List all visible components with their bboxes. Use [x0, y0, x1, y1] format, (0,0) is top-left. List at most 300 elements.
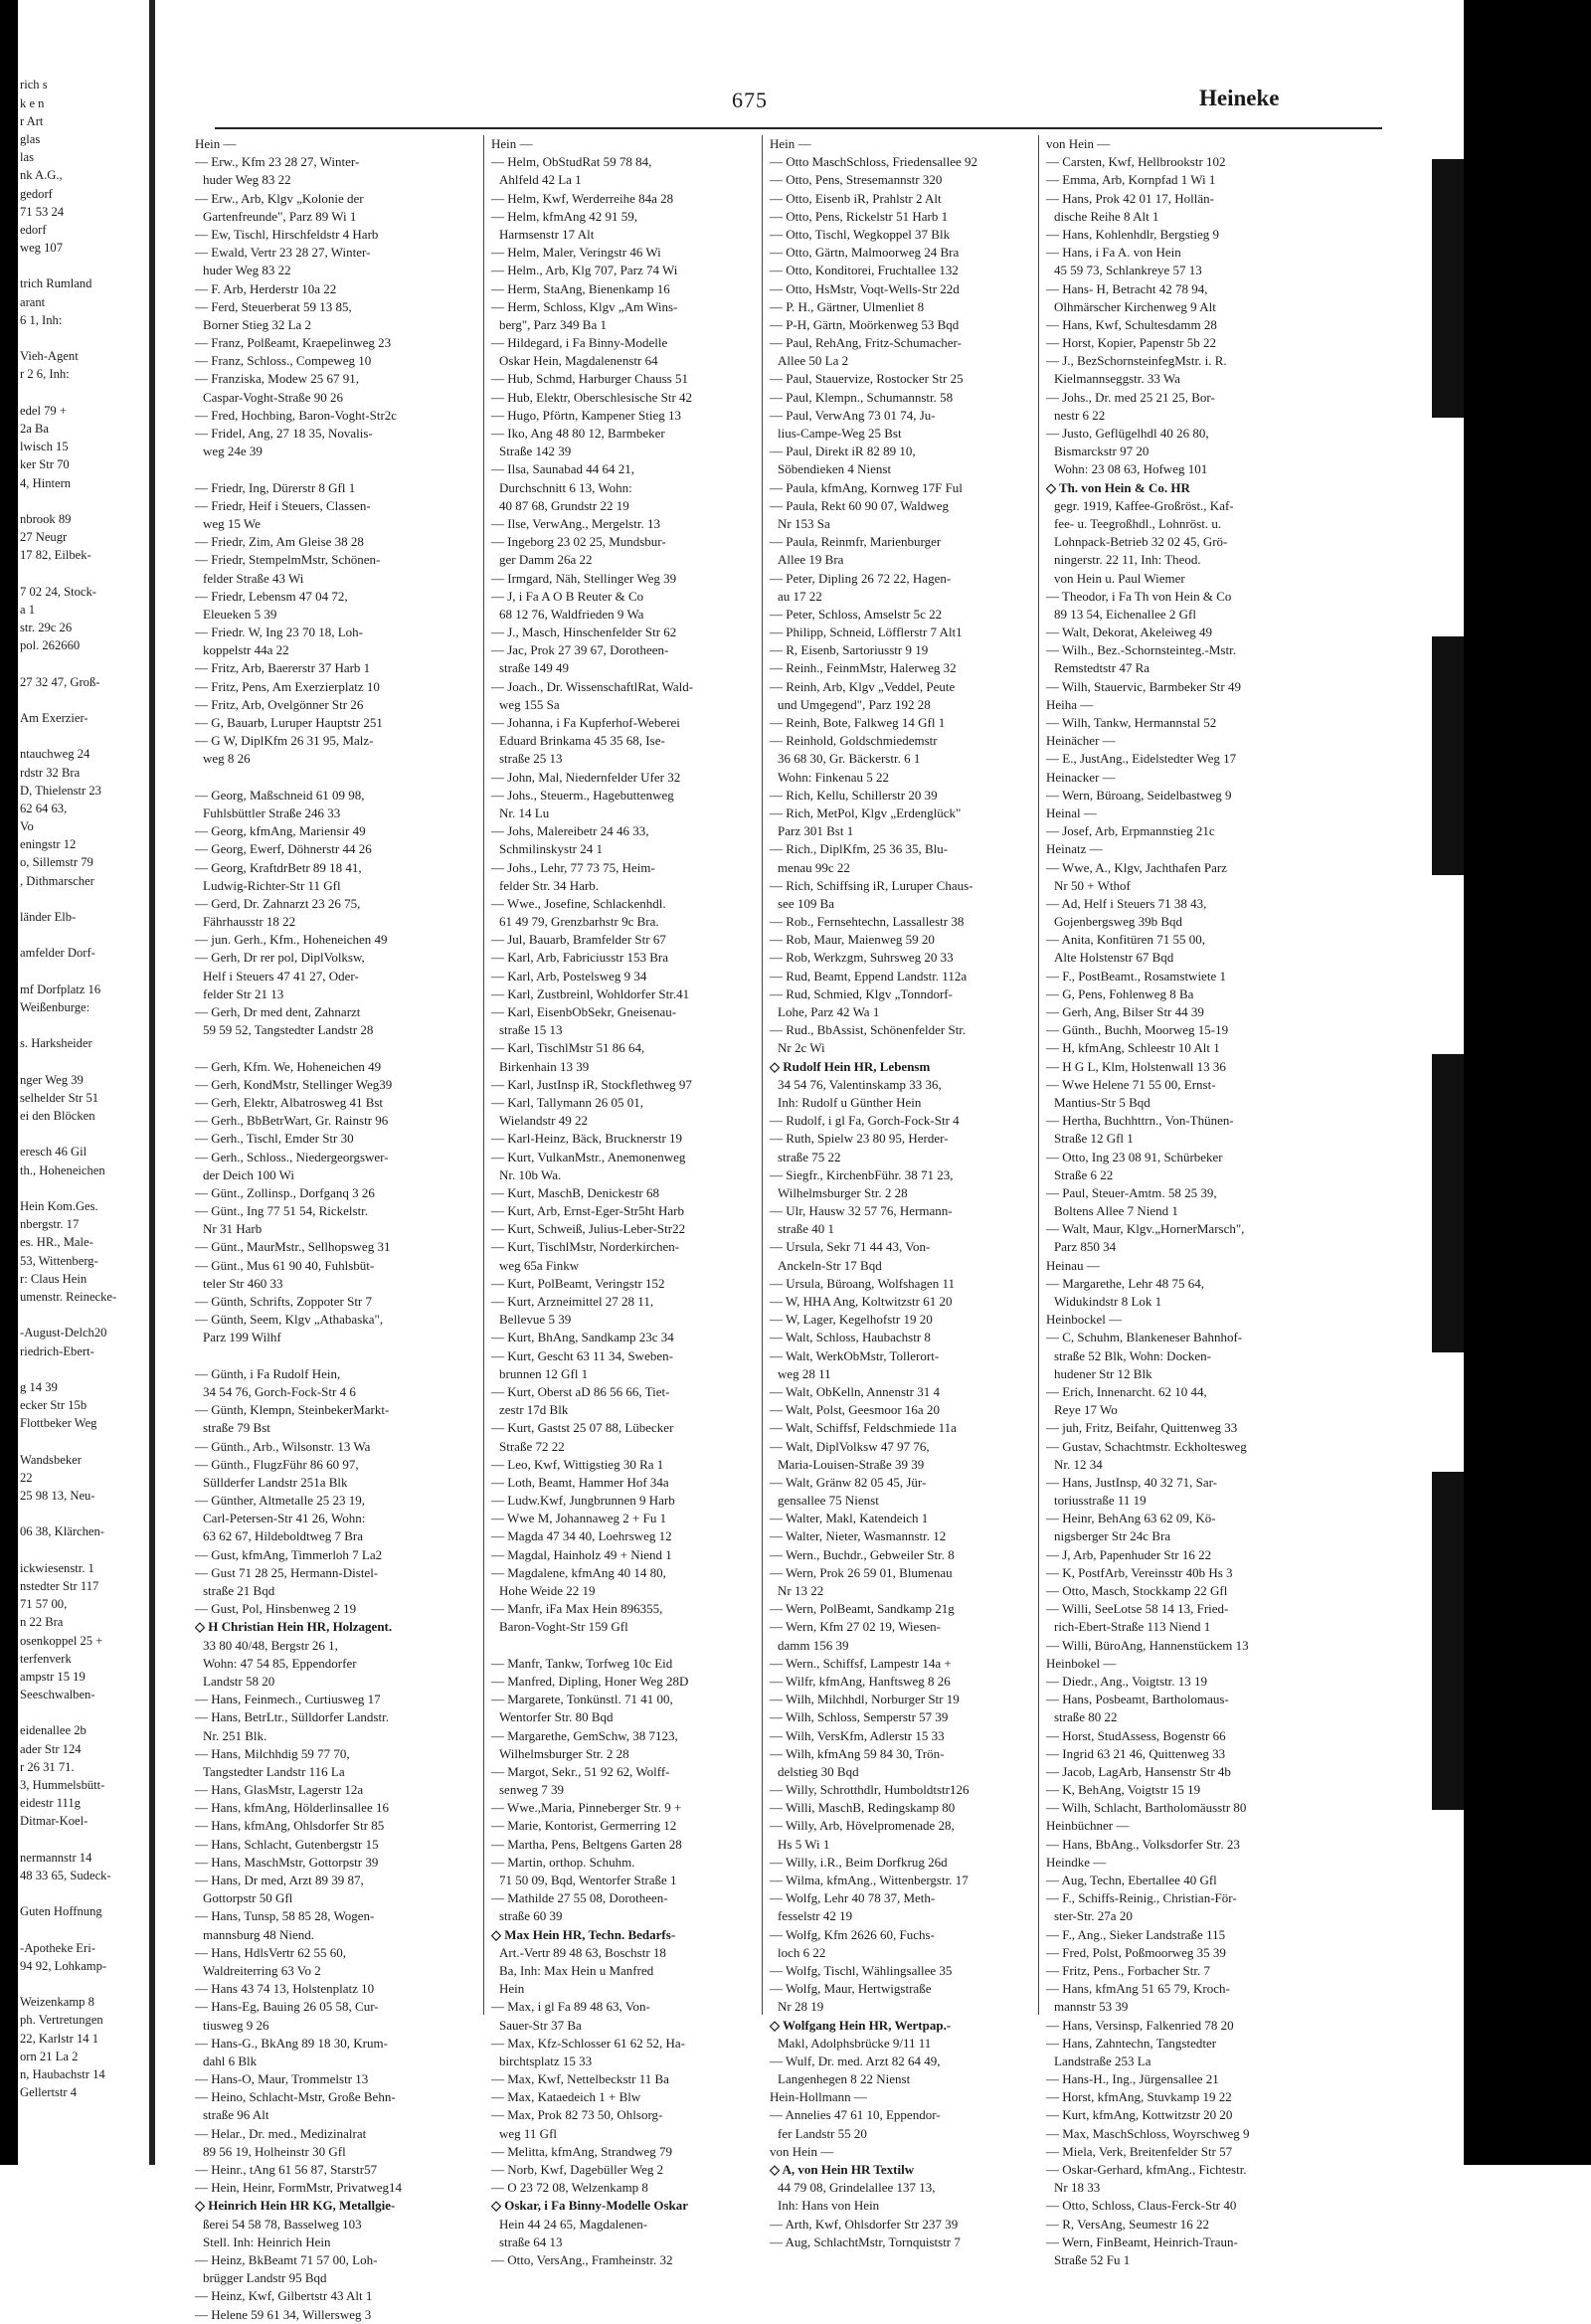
- prev-page-line: 06 38, Klärchen-: [20, 1524, 104, 1539]
- directory-entry-line: huder Weg 83 22: [203, 263, 291, 278]
- directory-entry-line: — Paul, Steuer-Amtm. 58 25 39,: [1046, 1184, 1217, 1200]
- directory-entry-line: — Gerd, Dr. Zahnarzt 23 26 75,: [195, 895, 361, 911]
- prev-page-line: 94 92, Lohkamp-: [20, 1958, 107, 1973]
- prev-page-line: eidenallee 2b: [20, 1723, 87, 1738]
- directory-entry-line: — Kurt, Gescht 63 11 34, Sweben-: [491, 1347, 673, 1363]
- directory-entry-line: Landstr 58 20: [203, 1673, 275, 1689]
- directory-entry-line: — Helm., Arb, Klg 707, Parz 74 Wi: [491, 263, 678, 278]
- directory-entry-line: — Günt., Ing 77 51 54, Rickelstr.: [195, 1203, 369, 1219]
- prev-page-line: n 22 Bra: [20, 1615, 64, 1630]
- directory-entry-line: gensallee 75 Nienst: [778, 1493, 879, 1509]
- directory-entry-line: — Günth., Buchh, Moorweg 15-19: [1046, 1022, 1229, 1038]
- directory-entry-line: — Hans, JustInsp, 40 32 71, Sar-: [1046, 1474, 1217, 1490]
- directory-entry-line: ster-Str. 27a 20: [1054, 1908, 1133, 1924]
- directory-entry-line: — Ruth, Spielw 23 80 95, Herder-: [770, 1131, 949, 1147]
- surname-heading: Heinächer —: [1046, 733, 1116, 749]
- directory-entry-line: Widukindstr 8 Lok 1: [1054, 1294, 1162, 1309]
- directory-entry-line: Baron-Voght-Str 159 Gfl: [499, 1619, 628, 1635]
- prev-page-line: [18, 1541, 149, 1559]
- directory-entry-line: — Walt, Dekorat, Akeleiweg 49: [1046, 625, 1212, 640]
- directory-entry-line: — Aug, SchlachtMstr, Tornquiststr 7: [770, 2234, 961, 2249]
- directory-entry-line: — Kurt, BhAng, Sandkamp 23c 34: [491, 1330, 674, 1345]
- directory-entry-line: — Karl, Tallymann 26 05 01,: [491, 1094, 644, 1110]
- directory-entry-line: — Otto, Tischl, Wegkoppel 37 Blk: [770, 226, 951, 242]
- directory-entry-line: — Hans-H., Ing., Jürgensallee 21: [1046, 2071, 1219, 2087]
- surname-heading: Hein —: [491, 136, 533, 151]
- directory-entry-line: Hein 44 24 65, Magdalenen-: [499, 2216, 648, 2232]
- directory-entry-line: — Hans- H, Betracht 42 78 94,: [1046, 280, 1208, 296]
- surname-heading: von Hein —: [770, 2143, 834, 2159]
- directory-entry-line: — Joach., Dr. WissenschaftlRat, Wald-: [491, 678, 694, 694]
- directory-entry-line: — Melitta, kfmAng, Strandweg 79: [491, 2143, 672, 2159]
- directory-entry-line: — Willy, Arb, Hövelpromenade 28,: [770, 1818, 955, 1834]
- directory-entry-line: — Fritz, Arb, Baererstr 37 Harb 1: [195, 660, 371, 676]
- directory-entry-line: Straße 52 Fu 1: [1054, 2251, 1131, 2267]
- directory-entry-line: — Gerh, Elektr, Albatrosweg 41 Bst: [195, 1094, 384, 1110]
- prev-page-line: 48 33 65, Sudeck-: [20, 1868, 111, 1882]
- directory-entry-line: — Magdal, Hainholz 49 + Niend 1: [491, 1546, 672, 1562]
- directory-entry-line: — Marie, Kontorist, Germerring 12: [491, 1818, 677, 1834]
- directory-entry-line: — Walter, Nieter, Wasmannstr. 12: [770, 1528, 947, 1544]
- directory-entry-line: — Carsten, Kwf, Hellbrookstr 102: [1046, 154, 1226, 170]
- directory-entry-line: — Günth, Seem, Klgv „Athabaska",: [195, 1312, 384, 1328]
- prev-page-line: 71 53 24: [20, 204, 65, 219]
- prev-page-line: Weißenburge:: [20, 999, 90, 1014]
- prev-page-line: [18, 963, 149, 981]
- prev-page-line: -August-Delch20: [20, 1326, 107, 1341]
- directory-entry-line: — Norb, Kwf, Dagebüller Weg 2: [491, 2162, 664, 2177]
- directory-entry-line: — Anita, Konfitüren 71 55 00,: [1046, 932, 1205, 948]
- directory-entry-line: — Helm, Kwf, Werderreihe 84a 28: [491, 190, 674, 206]
- prev-page-line: 22: [20, 1470, 33, 1485]
- directory-entry-line: — Arth, Kwf, Ohlsdorfer Str 237 39: [770, 2216, 959, 2232]
- directory-entry-line: Makl, Adolphsbrücke 9/11 11: [778, 2035, 932, 2051]
- directory-entry-line: — Max, i gl Fa 89 48 63, Von-: [491, 1999, 650, 2015]
- running-head: Heineke: [1199, 86, 1280, 110]
- prev-page-line: Vo: [20, 819, 34, 834]
- prev-page-line: weg 107: [20, 241, 64, 256]
- directory-entry-line: — Wilh, VersKfm, Adlerstr 15 33: [770, 1727, 945, 1743]
- directory-entry-line: Allee 19 Bra: [778, 552, 844, 568]
- directory-entry-line: 36 68 30, Gr. Bäckerstr. 6 1: [778, 751, 921, 767]
- directory-entry-line: — K, BehAng, Voigtstr 15 19: [1046, 1782, 1201, 1798]
- directory-entry-line: — Hans, Feinmech., Curtiusweg 17: [195, 1692, 381, 1707]
- directory-entry-line: Alte Holstenstr 67 Bqd: [1054, 950, 1174, 966]
- directory-entry-line: straße 79 Bst: [203, 1420, 270, 1436]
- directory-entry-line: — Rud., BbAssist, Schönenfelder Str.: [770, 1022, 967, 1038]
- directory-entry-line: ◇ Oskar, i Fa Binny-Modelle Oskar: [491, 2198, 689, 2214]
- directory-entry-line: — Paula, Rekt 60 90 07, Waldweg: [770, 497, 949, 513]
- directory-entry-line: 63 62 67, Hildeboldtweg 7 Bra: [203, 1528, 364, 1544]
- prev-page-line: las: [20, 150, 34, 165]
- directory-entry-line: — Rud, Beamt, Eppend Landstr. 112a: [770, 968, 968, 983]
- directory-entry-line: huder Weg 83 22: [203, 172, 291, 188]
- directory-entry-line: — Günt., MaurMstr., Sellhopsweg 31: [195, 1239, 391, 1255]
- prev-page-line: 25 98 13, Neu-: [20, 1489, 95, 1503]
- directory-entry-line: — G, Pens, Fohlenweg 8 Ba: [1046, 985, 1194, 1001]
- directory-entry-line: Nr 13 22: [778, 1583, 824, 1598]
- prev-page-line: r 26 31 71.: [20, 1759, 75, 1774]
- directory-entry-line: — Otto, Pens, Stresemannstr 320: [770, 172, 943, 188]
- directory-entry-line: — Wilma, kfmAng., Wittenbergstr. 17: [770, 1873, 969, 1887]
- directory-entry-line: rich-Ebert-Straße 113 Niend 1: [1054, 1619, 1211, 1635]
- directory-entry-line: — F., Ang., Sieker Landstraße 115: [1046, 1926, 1226, 1942]
- directory-entry-line: lius-Campe-Weg 25 Bst: [778, 426, 902, 441]
- directory-entry-line: Allee 50 La 2: [778, 353, 849, 369]
- directory-entry-line: Borner Stieg 32 La 2: [203, 316, 312, 332]
- directory-entry-line: — Theodor, i Fa Th von Hein & Co: [1046, 588, 1232, 604]
- prev-page-line: edorf: [20, 222, 47, 237]
- directory-entry-line: — Willi, SeeLotse 58 14 13, Fried-: [1046, 1601, 1229, 1617]
- prev-page-line: riedrich-Ebert-: [20, 1343, 94, 1358]
- prev-page-line: Guten Hoffnung: [20, 1904, 102, 1919]
- prev-page-line: Hein Kom.Ges.: [20, 1199, 98, 1213]
- prev-page-line: länder Elb-: [20, 910, 77, 924]
- directory-entry-line: — Walt, Maur, Klgv.„HornerMarsch",: [1046, 1221, 1245, 1237]
- directory-entry-line: — Otto MaschSchloss, Friedensallee 92: [770, 154, 978, 170]
- column-divider: [483, 135, 484, 2015]
- directory-entry-line: — Wwe., Josefine, Schlackenhdl.: [491, 895, 666, 911]
- directory-entry-line: mannsburg 48 Niend.: [203, 1926, 315, 1942]
- directory-entry-line: — Georg, Ewerf, Döhnerstr 44 26: [195, 841, 372, 857]
- prev-page-line: a 1: [20, 602, 36, 617]
- prev-page-line: n, Haubachstr 14: [20, 2067, 105, 2081]
- directory-entry-line: Caspar-Voght-Straße 90 26: [203, 389, 344, 405]
- directory-entry-line: — Aug, Techn, Ebertallee 40 Gfl: [1046, 1873, 1217, 1887]
- directory-entry-line: Nr. 10b Wa.: [499, 1166, 562, 1182]
- prev-page-line: 2a Ba: [20, 421, 50, 436]
- directory-entry-line: — Georg, kfmAng, Mariensir 49: [195, 823, 366, 839]
- directory-entry-line: — Hans, BetrLtr., Sülldorfer Landstr.: [195, 1709, 389, 1725]
- directory-entry-line: — Emma, Arb, Kornpfad 1 Wi 1: [1046, 172, 1216, 188]
- directory-entry-line: — Heino, Schlacht-Mstr, Große Behn-: [195, 2089, 396, 2105]
- directory-entry-line: — Max, Kwf, Nettelbeckstr 11 Ba: [491, 2071, 669, 2087]
- directory-entry-line: — Helene 59 61 34, Willersweg 3: [195, 2306, 372, 2322]
- directory-entry-line: — Kurt, Oberst aD 86 56 66, Tiet-: [491, 1383, 670, 1399]
- directory-entry-line: — Herm, StaAng, Bienenkamp 16: [491, 280, 670, 296]
- directory-entry-line: — Hans, Kohlenhdlr, Bergstieg 9: [1046, 226, 1219, 242]
- directory-entry-line: brunnen 12 Gfl 1: [499, 1365, 589, 1381]
- directory-entry-line: — Willi, BüroAng, Hannenstückem 13: [1046, 1637, 1249, 1653]
- prev-page-line: r Art: [20, 113, 44, 128]
- prev-page-line: D, Thielenstr 23: [20, 783, 101, 798]
- directory-entry-line: — Rich, Kellu, Schillerstr 20 39: [770, 787, 938, 803]
- surname-heading: Heinbokel —: [1046, 1655, 1117, 1671]
- directory-entry-line: — Gustav, Schachtmstr. Eckholtesweg: [1046, 1438, 1247, 1454]
- directory-entry-line: teler Str 460 33: [203, 1275, 283, 1291]
- directory-entry-line: Nr. 12 34: [1054, 1456, 1103, 1472]
- directory-entry-line: — Rob., Fernsehtechn, Lassallestr 38: [770, 914, 965, 930]
- directory-entry-line: — Otto, Konditorei, Fruchtallee 132: [770, 263, 959, 278]
- directory-entry-line: — P. H., Gärtner, Ulmenliet 8: [770, 298, 925, 314]
- directory-entry-line: — Hub, Schmd, Harburger Chauss 51: [491, 371, 688, 387]
- directory-entry-line: — G W, DiplKfm 26 31 95, Malz-: [195, 733, 374, 749]
- directory-entry-line: 71 50 09, Bqd, Wentorfer Straße 1: [499, 1873, 677, 1887]
- directory-entry-line: Ba, Inh: Max Hein u Manfred: [499, 1962, 654, 1978]
- directory-entry-line: [491, 1637, 768, 1655]
- directory-entry-line: Straße 142 39: [499, 444, 572, 459]
- prev-page-line: 6 1, Inh:: [20, 312, 63, 327]
- previous-page-fragment: [18, 40, 149, 2100]
- directory-entry-line: — Otto, VersAng., Framheinstr. 32: [491, 2251, 673, 2267]
- directory-entry-line: — Hans, GlasMstr, Lagerstr 12a: [195, 1782, 364, 1798]
- directory-entry-line: ◇ Max Hein HR, Techn. Bedarfs-: [491, 1926, 676, 1942]
- prev-page-line: ickwiesenstr. 1: [20, 1560, 94, 1575]
- directory-entry-line: — Franz, Schloss., Compeweg 10: [195, 353, 372, 369]
- directory-entry-line: — Johs., Steuerm., Hagebuttenweg: [491, 787, 674, 803]
- directory-entry-line: Harmsenstr 17 Alt: [499, 226, 595, 242]
- directory-entry-line: Birkenhain 13 39: [499, 1058, 590, 1074]
- directory-entry-line: — Erw., Kfm 23 28 27, Winter-: [195, 154, 360, 170]
- directory-entry-line: — Heinz, Kwf, Gilbertstr 43 Alt 1: [195, 2288, 373, 2304]
- directory-entry-line: tiusweg 9 26: [203, 2017, 269, 2033]
- directory-entry-line: Hein: [499, 1981, 525, 1997]
- directory-entry-line: Olhmärscher Kirchenweg 9 Alt: [1054, 298, 1216, 314]
- prev-page-line: amfelder Dorf-: [20, 946, 95, 961]
- directory-entry-line: — Wwe.,Maria, Pinneberger Str. 9 +: [491, 1800, 682, 1816]
- prev-page-line: str. 29c 26: [20, 621, 73, 634]
- directory-entry-line: Fährhausstr 18 22: [203, 914, 296, 930]
- directory-entry-line: — Horst, StudAssess, Bogenstr 66: [1046, 1727, 1226, 1743]
- directory-entry-line: — Georg, KraftdrBetr 89 18 41,: [195, 859, 362, 875]
- directory-entry-line: — Günth, i Fa Rudolf Hein,: [195, 1365, 341, 1381]
- directory-entry-line: — Friedr, Lebensm 47 04 72,: [195, 588, 348, 604]
- directory-entry-line: — Gust 71 28 25, Hermann-Distel-: [195, 1564, 379, 1580]
- directory-entry-line: — Margarete, Tonkünstl. 71 41 00,: [491, 1692, 673, 1707]
- prev-page-line: lwisch 15: [20, 440, 69, 454]
- directory-entry-line: ◇ A, von Hein HR Textilw: [770, 2162, 915, 2177]
- directory-entry-line: 68 12 76, Waldfrieden 9 Wa: [499, 606, 644, 622]
- directory-entry-line: — Friedr, Ing, Dürerstr 8 Gfl 1: [195, 479, 356, 495]
- directory-entry-line: — Günt., Zollinsp., Dorfganq 3 26: [195, 1184, 375, 1200]
- prev-page-line: pol. 262660: [20, 638, 81, 653]
- directory-entry-line: weg 28 11: [778, 1365, 831, 1381]
- directory-entry-line: Straße 12 Gfl 1: [1054, 1131, 1134, 1147]
- directory-entry-line: — Ursula, Sekr 71 44 43, Von-: [770, 1239, 931, 1255]
- directory-entry-line: — Wilh, Schlacht, Bartholomäusstr 80: [1046, 1800, 1247, 1816]
- directory-entry-line: — Oskar-Gerhard, kfmAng., Fichtestr.: [1046, 2162, 1247, 2177]
- directory-entry-line: Nr 18 33: [1054, 2180, 1101, 2196]
- edge-shadow: [1432, 159, 1466, 418]
- directory-entry-line: — Hugo, Pförtn, Kampener Stieg 13: [491, 407, 682, 423]
- directory-entry-line: — Hans, i Fa A. von Hein: [1046, 245, 1181, 261]
- directory-entry-line: Maria-Louisen-Straße 39 39: [778, 1456, 925, 1472]
- directory-entry-line: — Walt, WerkObMstr, Tollerort-: [770, 1347, 940, 1363]
- directory-entry-line: ningerstr. 22 11, Inh: Theod.: [1054, 552, 1201, 568]
- directory-entry-line: toriusstraße 11 19: [1054, 1493, 1147, 1509]
- directory-entry-line: — Walt, Polst, Geesmoor 16a 20: [770, 1402, 940, 1418]
- directory-entry-line: ◇ Wolfgang Hein HR, Wertpap.-: [770, 2017, 952, 2033]
- directory-entry-line: — Siegfr., KirchenbFühr. 38 71 23,: [770, 1166, 954, 1182]
- directory-entry-line: — Friedr. W, Ing 23 70 18, Loh-: [195, 625, 363, 640]
- directory-entry-line: — Paul, VerwAng 73 01 74, Ju-: [770, 407, 936, 423]
- prev-page-line: [18, 1432, 149, 1450]
- directory-entry-line: — Walt, DiplVolksw 47 97 76,: [770, 1438, 930, 1454]
- directory-entry-line: 34 54 76, Valentinskamp 33 36,: [778, 1076, 942, 1092]
- directory-entry-line: — Ilsa, Saunabad 44 64 21,: [491, 461, 635, 477]
- prev-page-line: r: Claus Hein: [20, 1271, 88, 1286]
- directory-entry-line: — Paul, Stauervize, Rostocker Str 25: [770, 371, 964, 387]
- prev-page-line: [18, 257, 149, 274]
- directory-entry-line: — Kurt, Schweiß, Julius-Leber-Str22: [491, 1221, 686, 1237]
- directory-entry-line: — Fred, Hochbing, Baron-Voght-Str2c: [195, 407, 398, 423]
- prev-page-line: [18, 890, 149, 908]
- directory-entry-line: — W, Lager, Kegelhofstr 19 20: [770, 1312, 933, 1328]
- directory-entry-line: see 109 Ba: [778, 895, 835, 911]
- directory-entry-line: — Wulf, Dr. med. Arzt 82 64 49,: [770, 2053, 941, 2068]
- directory-entry-line: — Hub, Elektr, Oberschlesische Str 42: [491, 389, 693, 405]
- prev-page-line: osenkoppel 25 +: [20, 1633, 103, 1648]
- directory-entry-line: — Gerh, KondMstr, Stellinger Weg39: [195, 1076, 393, 1092]
- directory-entry-line: — F., PostBeamt., Rosamstwiete 1: [1046, 968, 1226, 983]
- directory-entry-line: — Rob, Maur, Maienweg 59 20: [770, 932, 935, 948]
- directory-entry-line: — Erw., Arb, Klgv „Kolonie der: [195, 190, 364, 206]
- directory-entry-line: — Gust, kfmAng, Timmerloh 7 La2: [195, 1546, 383, 1562]
- directory-entry-line: — Hans 43 74 13, Holstenplatz 10: [195, 1981, 375, 1997]
- directory-entry-line: — Paul, Direkt iR 82 89 10,: [770, 444, 916, 459]
- directory-entry-line: — Hertha, Buchhttrn., Von-Thünen-: [1046, 1113, 1234, 1129]
- prev-page-line: nstedter Str 117: [20, 1578, 99, 1593]
- prev-page-line: nger Weg 39: [20, 1072, 84, 1087]
- directory-entry-line: — Ulr, Hausw 32 57 76, Hermann-: [770, 1203, 953, 1219]
- directory-entry-line: loch 6 22: [778, 1944, 826, 1960]
- column-2: [491, 135, 768, 2269]
- surname-heading: Heinatz —: [1046, 841, 1103, 857]
- directory-entry-line: — Fridel, Ang, 27 18 35, Novalis-: [195, 426, 373, 441]
- directory-entry-line: — Kurt, Arzneimittel 27 28 11,: [491, 1294, 654, 1309]
- directory-entry-line: — Manfred, Dipling, Honer Weg 28D: [491, 1673, 689, 1689]
- directory-entry-line: — Gerh, Kfm. We, Hoheneichen 49: [195, 1058, 382, 1074]
- directory-entry-line: — Fritz, Pens, Am Exerzierplatz 10: [195, 678, 380, 694]
- directory-entry-line: — Reinhold, Goldschmiedemstr: [770, 733, 938, 749]
- directory-entry-line: Ahlfeld 42 La 1: [499, 172, 582, 188]
- prev-page-line: ader Str 124: [20, 1741, 82, 1756]
- directory-entry-line: — Willy, i.R., Beim Dorfkrug 26d: [770, 1854, 948, 1870]
- prev-page-line: nk A.G.,: [20, 168, 63, 183]
- page-number: 675: [732, 88, 768, 112]
- directory-entry-line: Gartenfreunde", Parz 89 Wi 1: [203, 208, 357, 224]
- directory-page: [155, 0, 1422, 2322]
- directory-entry-line: — Wolfg, Tischl, Wählingsallee 35: [770, 1962, 953, 1978]
- prev-page-line: [18, 727, 149, 745]
- directory-entry-line: — Wern, FinBeamt, Heinrich-Traun-: [1046, 2234, 1238, 2249]
- prev-page-line: glas: [20, 131, 41, 146]
- directory-entry-line: Landstraße 253 La: [1054, 2053, 1151, 2068]
- directory-entry-line: — J., BezSchornsteinfegMstr. i. R.: [1046, 353, 1227, 369]
- directory-entry-line: — Karl, JustInsp iR, Stockflethweg 97: [491, 1076, 692, 1092]
- directory-entry-line: — Manfr, iFa Max Hein 896355,: [491, 1601, 663, 1617]
- directory-entry-line: — J, i Fa A O B Reuter & Co: [491, 588, 644, 604]
- directory-entry-line: — Günth, Schrifts, Zoppoter Str 7: [195, 1294, 373, 1309]
- directory-entry-line: Reye 17 Wo: [1054, 1402, 1118, 1418]
- directory-entry-line: Inh: Hans von Hein: [778, 2198, 880, 2214]
- directory-entry-line: weg 155 Sa: [499, 696, 560, 712]
- directory-entry-line: straße 64 13: [499, 2234, 563, 2249]
- prev-page-line: nbergstr. 17: [20, 1217, 80, 1232]
- directory-entry-line: der Deich 100 Wi: [203, 1166, 295, 1182]
- directory-entry-line: Nr. 251 Blk.: [203, 1727, 267, 1743]
- directory-entry-line: Lohnpack-Betrieb 32 02 45, Grö-: [1054, 534, 1228, 550]
- prev-page-line: [18, 691, 149, 709]
- directory-entry-line: [195, 1347, 471, 1365]
- directory-entry-line: — Günth., Arb., Wilsonstr. 13 Wa: [195, 1438, 371, 1454]
- prev-page-line: eresch 46 Gil: [20, 1145, 88, 1160]
- directory-entry-line: — Mathilde 27 55 08, Dorotheen-: [491, 1890, 668, 1906]
- directory-entry-line: — Günt., Mus 61 90 40, Fuhlsbüt-: [195, 1257, 375, 1273]
- directory-entry-line: koppelstr 44a 22: [203, 642, 289, 658]
- directory-entry-line: — Hildegard, i Fa Binny-Modelle: [491, 335, 668, 351]
- directory-entry-line: — Margot, Sekr., 51 92 62, Wolff-: [491, 1763, 670, 1779]
- directory-entry-line: Mantius-Str 5 Bqd: [1054, 1094, 1150, 1110]
- prev-page-line: eidestr 111g: [20, 1796, 81, 1811]
- directory-entry-line: straße 52 Blk, Wohn: Docken-: [1054, 1347, 1211, 1363]
- directory-entry-line: — Friedr, StempelmMstr, Schönen-: [195, 552, 381, 568]
- directory-entry-line: — Rich, MetPol, Klgv „Erdenglück": [770, 804, 962, 820]
- directory-entry-line: — Hans, kfmAng, Hölderlinsallee 16: [195, 1800, 389, 1816]
- directory-entry-line: — Friedr, Zim, Am Gleise 38 28: [195, 534, 364, 550]
- directory-entry-line: — Philipp, Schneid, Löfflerstr 7 Alt1: [770, 625, 963, 640]
- directory-entry-line: — Johanna, i Fa Kupferhof-Weberei: [491, 715, 680, 730]
- directory-entry-line: — Hein, Heinr, FormMstr, Privatweg14: [195, 2180, 403, 2196]
- directory-entry-line: 89 13 54, Eichenallee 2 Gfl: [1054, 606, 1196, 622]
- directory-entry-line: Wielandstr 49 22: [499, 1113, 589, 1129]
- directory-entry-line: [195, 1039, 471, 1057]
- directory-entry-line: — Hans, Posbeamt, Bartholomaus-: [1046, 1692, 1229, 1707]
- directory-entry-line: — K, PostfArb, Vereinsstr 40b Hs 3: [1046, 1564, 1233, 1580]
- prev-page-line: [18, 1016, 149, 1034]
- directory-entry-line: Nr 28 19: [778, 1999, 824, 2015]
- directory-entry-line: — Reinh., FeinmMstr, Halerweg 32: [770, 660, 957, 676]
- directory-entry-line: Nr 50 + Wthof: [1054, 877, 1131, 893]
- directory-entry-line: ◇ Heinrich Hein HR KG, Metallgie-: [195, 2198, 396, 2214]
- directory-entry-line: — Hans, Schlacht, Gutenbergstr 15: [195, 1836, 379, 1852]
- edge-shadow: [1432, 636, 1466, 875]
- directory-entry-line: — Paula, kfmAng, Kornweg 17F Ful: [770, 479, 963, 495]
- prev-page-line: -Apotheke Eri-: [20, 1940, 95, 1955]
- surname-heading: Hein —: [770, 136, 811, 151]
- directory-entry-line: — Hans-G., BkAng 89 18 30, Krum-: [195, 2035, 388, 2051]
- directory-entry-line: — Karl, TischlMstr 51 86 64,: [491, 1040, 645, 1056]
- directory-entry-line: — Max, Kfz-Schlosser 61 62 52, Ha-: [491, 2035, 685, 2051]
- directory-entry-line: 89 56 19, Holheinstr 30 Gfl: [203, 2143, 346, 2159]
- directory-entry-line: Eleueken 5 39: [203, 606, 277, 622]
- directory-entry-line: — Günther, Altmetalle 25 23 19,: [195, 1493, 365, 1509]
- directory-entry-line: — Gerh., Tischl, Emder Str 30: [195, 1131, 354, 1147]
- directory-entry-line: — Jul, Bauarb, Bramfelder Str 67: [491, 932, 666, 948]
- directory-entry-line: 34 54 76, Gorch-Fock-Str 4 6: [203, 1383, 356, 1399]
- directory-entry-line: — Otto, Eisenb iR, Prahlstr 2 Alt: [770, 190, 942, 206]
- directory-entry-line: — Walter, Makl, Katendeich 1: [770, 1511, 929, 1526]
- prev-page-line: orn 21 La 2: [20, 2049, 79, 2063]
- directory-entry-line: — John, Mal, Niedernfelder Ufer 32: [491, 769, 681, 785]
- directory-entry-line: Gottorpstr 50 Gfl: [203, 1890, 293, 1906]
- directory-entry-line: felder Straße 43 Wi: [203, 570, 304, 586]
- directory-entry-line: — Hans, Dr med, Arzt 89 39 87,: [195, 1873, 364, 1887]
- directory-entry-line: Wentorfer Str. 80 Bqd: [499, 1709, 614, 1725]
- prev-page-line: ntauchweg 24: [20, 747, 90, 762]
- directory-entry-line: — Johs., Dr. med 25 21 25, Bor-: [1046, 389, 1215, 405]
- directory-entry-line: — Gerh, Dr rer pol, DiplVolksw,: [195, 950, 365, 966]
- directory-entry-line: — Herm, Schloss, Klgv „Am Wins-: [491, 298, 678, 314]
- directory-entry-line: Carl-Petersen-Str 41 26, Wohn:: [203, 1511, 366, 1526]
- directory-entry-line: — Heinz, BkBeamt 71 57 00, Loh-: [195, 2251, 378, 2267]
- directory-entry-line: — Magda 47 34 40, Loehrsweg 12: [491, 1528, 672, 1544]
- directory-entry-line: — W, HHA Ang, Koltwitzstr 61 20: [770, 1294, 953, 1309]
- directory-entry-line: — Hans, Prok 42 01 17, Hollän-: [1046, 190, 1214, 206]
- directory-entry-line: — Peter, Dipling 26 72 22, Hagen-: [770, 570, 952, 586]
- prev-page-line: [18, 1125, 149, 1143]
- directory-entry-line: — Walt, ObKelln, Annenstr 31 4: [770, 1383, 940, 1399]
